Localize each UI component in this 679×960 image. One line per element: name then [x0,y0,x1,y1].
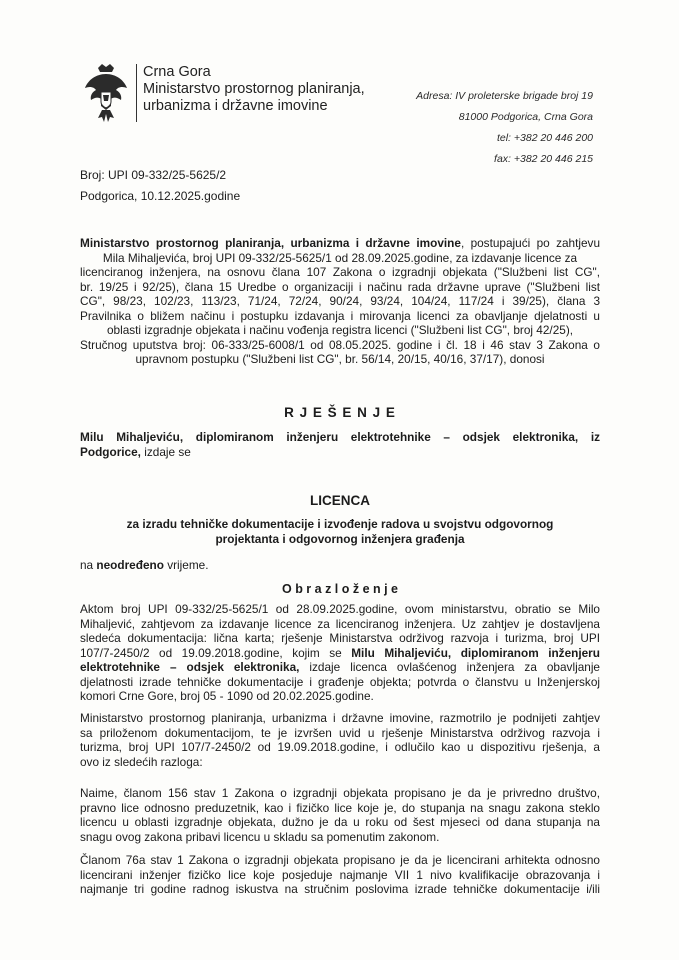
contact-block [416,86,593,170]
term-post: vrijeme. [163,558,209,572]
intro-l4: br. 19/25 i 92/25), člana 15 Uredbe o organizaciji i načinu rada državne uprave ("Službeni list [80,279,600,294]
header-divider [136,64,137,122]
ministry-line-1: Ministarstvo prostornog planiranja, [143,81,365,97]
address: Adresa: IV proleterske brigade broj 19 [416,90,593,102]
licenca-term [80,558,600,573]
licenca-description [80,517,600,547]
rjesenje-paragraph [80,430,600,459]
obrazlozenje-paragraph-1 [80,602,600,704]
obrazlozenje-paragraph-2 [80,711,600,769]
intro-l7: oblasti izgradnje objekata i načinu vođenja registra licenci ("Službeni list CG", broj 42/25), [106,323,574,337]
licenca-title: LICENCA [310,493,370,508]
p1-l1: Aktom broj UPI 09-332/25-5625/1 od 28.09.2025.godine, ovom ministarstvu, obratio se Milo [80,602,600,616]
p3-l2: pravno lice odnosno preduzetnik, kao i fizičko lice koje je, do stupanja na snagu zakona steklo [80,800,600,815]
document-meta [80,165,240,207]
rjesenje-title: R J E Š E N J E [284,405,396,420]
intro-paragraph [80,236,600,367]
p3-l1: Naime, članom 156 stav 1 Zakona o izgradnji objekata propisano je da je privredno društvo, [80,786,600,800]
p2-l3: turizma, broj UPI 107/7-2450/2 od 19.09.2018.godine, i odlučilo kao u dispozitivu rješenja, a [80,740,600,754]
p3-l3: licencu u oblasti izgradnje objekata, dužno je da u roku od šest mjeseci od dana stupanja na [80,815,600,829]
p1-l4-pre: 107/7-2450/2 od 19.09.2018.godine, kojim se [80,645,352,660]
intro-ministry-bold: Ministarstvo prostornog planiranja, urbanizma i državne imovine [80,236,461,250]
intro-l1-rest: , postupajući po zahtjevu [460,236,601,250]
p2-l1: Ministarstvo prostornog planiranja, urbanizma i državne imovine, razmotrilo je podnijeti zahtjev [80,711,600,725]
recipient-bold: Milu Mihaljeviću, diplomiranom inženjeru elektrotehnike – odsjek elektronika, iz [80,430,600,444]
document-number: Broj: UPI 09-332/25-5625/2 [80,168,227,182]
city: 81000 Podgorica, Crna Gora [458,111,593,123]
p4-l2: licencirani inženjer fizičko lice koje posjeduje najmanje VII 1 nivo kvalifikacije obrazovanja i [80,867,600,882]
p1-l5-rest: izdaje licenca ovlašćenog inženjera za obavljanje [299,660,600,674]
p2-l4: ovo iz sledećih razloga: [80,754,203,769]
obrazlozenje-paragraph-3 [80,786,600,844]
intro-l5: CG", 98/23, 102/23, 113/23, 71/24, 72/24, 90/24, 93/24, 104/24, 117/24 i 39/25), člana 3 [80,294,600,308]
intro-l9: upravnom postupku ("Službeni list CG", br. 56/14, 20/15, 40/16, 37/17), donosi [135,352,545,366]
document-date: Podgorica, 10.12.2025.godine [80,189,241,203]
p2-l2: sa priloženom dokumentacijom, te je izvršen uvid u rješenje Ministarstva održivog razvoja i [80,725,600,740]
p1-l5-bold: elektrotehnike – odsjek elektronika, [80,660,300,674]
intro-l3: licenciranog inženjera, na osnovu člana 107 Zakona o izgradnji objekata ("Službeni list CG", [80,265,600,279]
telephone: tel: +382 20 446 200 [496,132,593,144]
intro-l6: Pravilnika o bližem načinu i postupku izdavanja i mirovanja licenci za obavljanje djelatnosti u [80,308,600,323]
p4-l3: najmanje tri godine radnog iskustva na stručnim poslovima izrade tehničke dokumentacije i/ili [80,882,600,896]
ministry-line-2: urbanizma i državne imovine [143,98,328,114]
p4-l1: Članom 76a stav 1 Zakona o izgradnji objekata propisano je da je licencirani arhitekta odnosno [80,853,600,867]
p1-l7: komori Crne Gore, broj 05 - 1090 od 20.02.2025.godine. [80,689,374,703]
fax: fax: +382 20 446 215 [494,153,593,165]
intro-l2: Mila Mihaljevića, broj UPI 09-332/25-5625/1 od 28.09.2025.godine, za izdavanje licence za [102,250,578,265]
coat-of-arms-icon [82,62,130,126]
term-pre: na [80,558,97,572]
p1-l3: sledeća dokumentacija: lična karta; rješenje Ministarstva održivog razvoja i turizma, broj UPI [80,631,600,645]
p3-l4: snagu ovog zakona pribavi licencu u skladu sa pomenutim zakonom. [80,829,440,844]
licenca-line-1: za izradu tehničke dokumentacije i izvođenje radova u svojstvu odgovornog [126,517,554,531]
p1-l4-bold: Milu Mihaljeviću, diplomiranom inženjeru [351,645,600,660]
term-bold: neodređeno [96,558,164,572]
p1-l2: Mihaljević, zahtjevom za izdavanje licence za licenciranog inženjera. Uz zahtjev je dostavljena [80,616,600,631]
p1-l6: djelatnosti izrade tehničke dokumentacije i građenje objekta; potvrda o članstvu u Inženjerskoj [80,674,600,689]
obrazlozenje-title: O b r a z l o ž e n j e [282,582,398,596]
rjesenje-l2-rest: izdaje se [140,444,191,459]
licenca-line-2: projektanta i odgovornog inženjera građenja [215,532,465,546]
intro-l8: Stručnog uputstva broj: 06-333/25-6008/1 od 08.05.2025. godine i čl. 18 i 46 stav 3 Zakona o [80,337,600,352]
obrazlozenje-paragraph-4 [80,853,600,897]
country-name: Crna Gora [143,64,211,80]
ministry-name [143,64,365,115]
recipient-city-bold: Podgorice, [80,444,141,459]
